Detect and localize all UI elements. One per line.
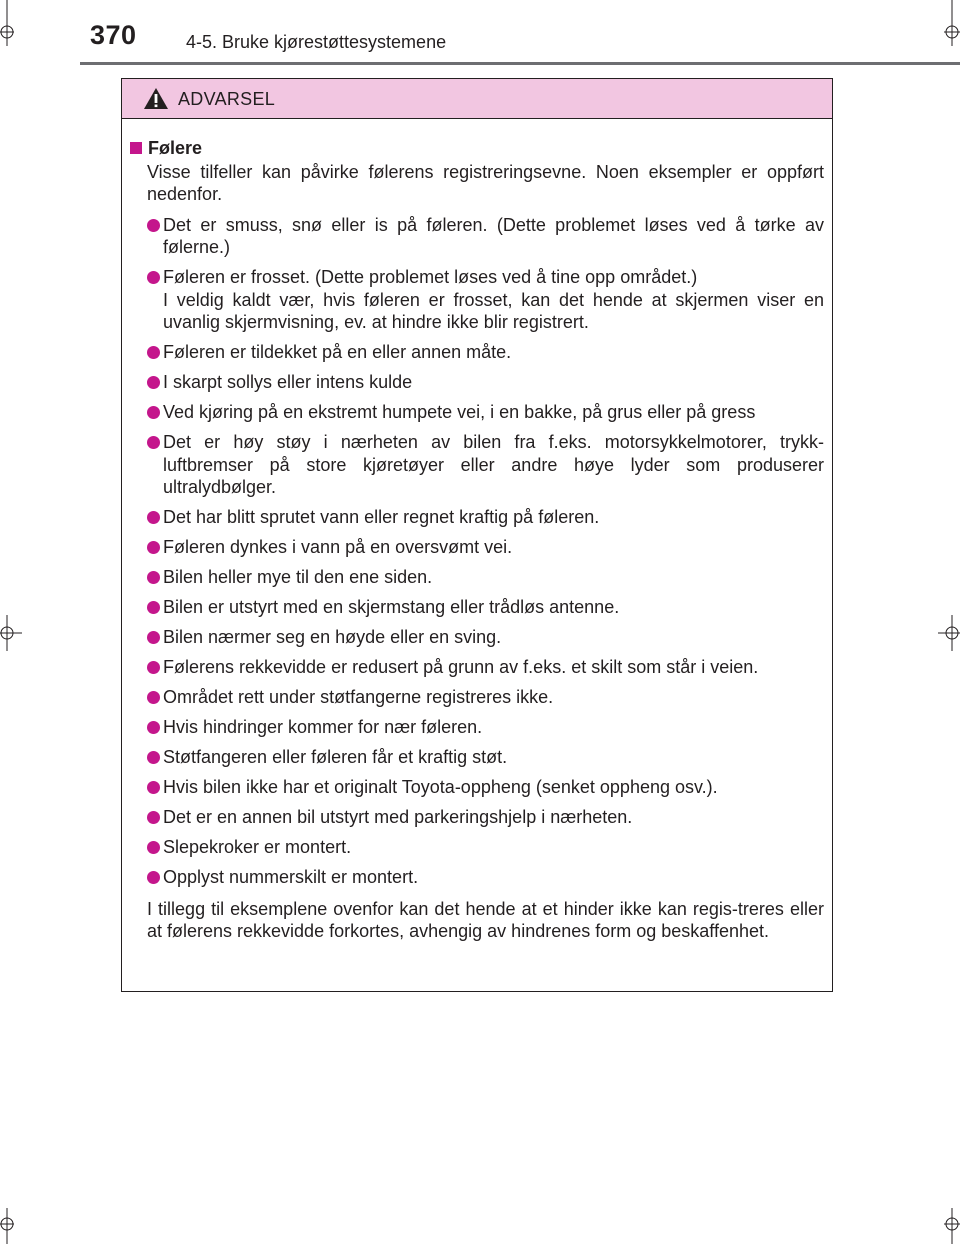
list-item-text: Det er smuss, snø eller is på føleren. (Dette problemet løses ved å tørke av følerne.) xyxy=(163,214,824,257)
crop-mark-bottom-right xyxy=(938,1208,960,1244)
list-item-text: Opplyst nummerskilt er montert. xyxy=(163,867,419,887)
circle-bullet-icon xyxy=(147,541,160,554)
square-bullet-icon xyxy=(130,142,142,154)
list-item-text: Hvis bilen ikke har et originalt Toyota-oppheng (senket oppheng osv.). xyxy=(163,777,718,797)
sub-heading-text: Følere xyxy=(148,138,203,158)
list-item xyxy=(130,656,824,679)
list-item xyxy=(130,536,824,559)
crop-mark-bottom-left xyxy=(0,1208,20,1244)
list-item-text: Bilen heller mye til den ene siden. xyxy=(163,567,433,587)
closing-paragraph: I tillegg til eksemplene ovenfor kan det hende at et hinder ikke kan regis-treres eller at følerens rekkevidde forkortes, avhengig av hindrenes form og beskaffenhet. xyxy=(147,898,824,941)
circle-bullet-icon xyxy=(147,511,160,524)
list-item xyxy=(130,776,824,799)
list-item xyxy=(130,266,824,334)
list-item xyxy=(130,566,824,589)
circle-bullet-icon xyxy=(147,406,160,419)
list-item xyxy=(130,214,824,259)
list-item-text: Det er en annen bil utstyrt med parkeringshjelp i nærheten. xyxy=(163,807,633,827)
crop-mark-mid-right xyxy=(938,615,960,651)
circle-bullet-icon xyxy=(147,631,160,644)
circle-bullet-icon xyxy=(147,436,160,449)
list-item-text: Slepekroker er montert. xyxy=(163,837,352,857)
intro-paragraph: Visse tilfeller kan påvirke følerens registreringsevne. Noen eksempler er oppført nedenfor. xyxy=(147,161,824,204)
list-item xyxy=(130,506,824,529)
crop-mark-top-right xyxy=(938,0,960,46)
condition-list xyxy=(130,214,824,889)
list-item-text: Føleren er tildekket på en eller annen måte. xyxy=(163,342,512,362)
list-item xyxy=(130,341,824,364)
warning-header xyxy=(122,79,832,119)
list-item-text: Støtfangeren eller føleren får et kraftig støt. xyxy=(163,747,508,767)
sub-heading xyxy=(130,137,824,160)
list-item-text: I skarpt sollys eller intens kulde xyxy=(163,372,413,392)
list-item-text: Hvis hindringer kommer for nær føleren. xyxy=(163,717,483,737)
list-item xyxy=(130,836,824,859)
circle-bullet-icon xyxy=(147,376,160,389)
list-item xyxy=(130,431,824,499)
list-item xyxy=(130,626,824,649)
circle-bullet-icon xyxy=(147,721,160,734)
circle-bullet-icon xyxy=(147,271,160,284)
section-title: 4-5. Bruke kjørestøttesystemene xyxy=(186,32,447,52)
list-item-text: I veldig kaldt vær, hvis føleren er frosset, kan det hende at skjermen viser en uvanlig skjermvisning, ev. at hindre ikke blir registrert. xyxy=(163,289,824,332)
list-item-text: Føleren er frosset. (Dette problemet løses ved å tine opp området.) xyxy=(163,267,698,287)
crop-mark-mid-left xyxy=(0,615,22,651)
crop-mark-top-left xyxy=(0,0,20,46)
circle-bullet-icon xyxy=(147,571,160,584)
list-item xyxy=(130,746,824,769)
circle-bullet-icon xyxy=(147,811,160,824)
warning-box xyxy=(121,78,833,992)
circle-bullet-icon xyxy=(147,219,160,232)
list-item xyxy=(130,866,824,889)
page-number: 370 xyxy=(90,20,137,50)
warning-body xyxy=(122,119,832,943)
header-rule xyxy=(80,62,960,65)
list-item xyxy=(130,686,824,709)
circle-bullet-icon xyxy=(147,871,160,884)
circle-bullet-icon xyxy=(147,601,160,614)
circle-bullet-icon xyxy=(147,661,160,674)
list-item xyxy=(130,716,824,739)
list-item-text: Bilen er utstyrt med en skjermstang eller trådløs antenne. xyxy=(163,597,620,617)
list-item xyxy=(130,371,824,394)
list-item xyxy=(130,401,824,424)
circle-bullet-icon xyxy=(147,841,160,854)
list-item-text: Føleren dynkes i vann på en oversvømt vei. xyxy=(163,537,513,557)
circle-bullet-icon xyxy=(147,346,160,359)
list-item-text: Området rett under støtfangerne registreres ikke. xyxy=(163,687,554,707)
list-item-text: Det er høy støy i nærheten av bilen fra f.eks. motorsykkelmotorer, trykk-luftbremser på store kjøretøyer eller andre høye lyder som produserer ultralydbølger. xyxy=(163,432,824,497)
list-item xyxy=(130,806,824,829)
list-item-text: Bilen nærmer seg en høyde eller en sving. xyxy=(163,627,502,647)
circle-bullet-icon xyxy=(147,751,160,764)
circle-bullet-icon xyxy=(147,691,160,704)
list-item xyxy=(130,596,824,619)
list-item-text: Ved kjøring på en ekstremt humpete vei, i en bakke, på grus eller på gress xyxy=(163,402,756,422)
list-item-text: Det har blitt sprutet vann eller regnet kraftig på føleren. xyxy=(163,507,600,527)
circle-bullet-icon xyxy=(147,781,160,794)
list-item-text: Følerens rekkevidde er redusert på grunn av f.eks. et skilt som står i veien. xyxy=(163,657,759,677)
warning-label: ADVARSEL xyxy=(178,89,276,109)
warning-triangle-icon xyxy=(143,87,169,110)
